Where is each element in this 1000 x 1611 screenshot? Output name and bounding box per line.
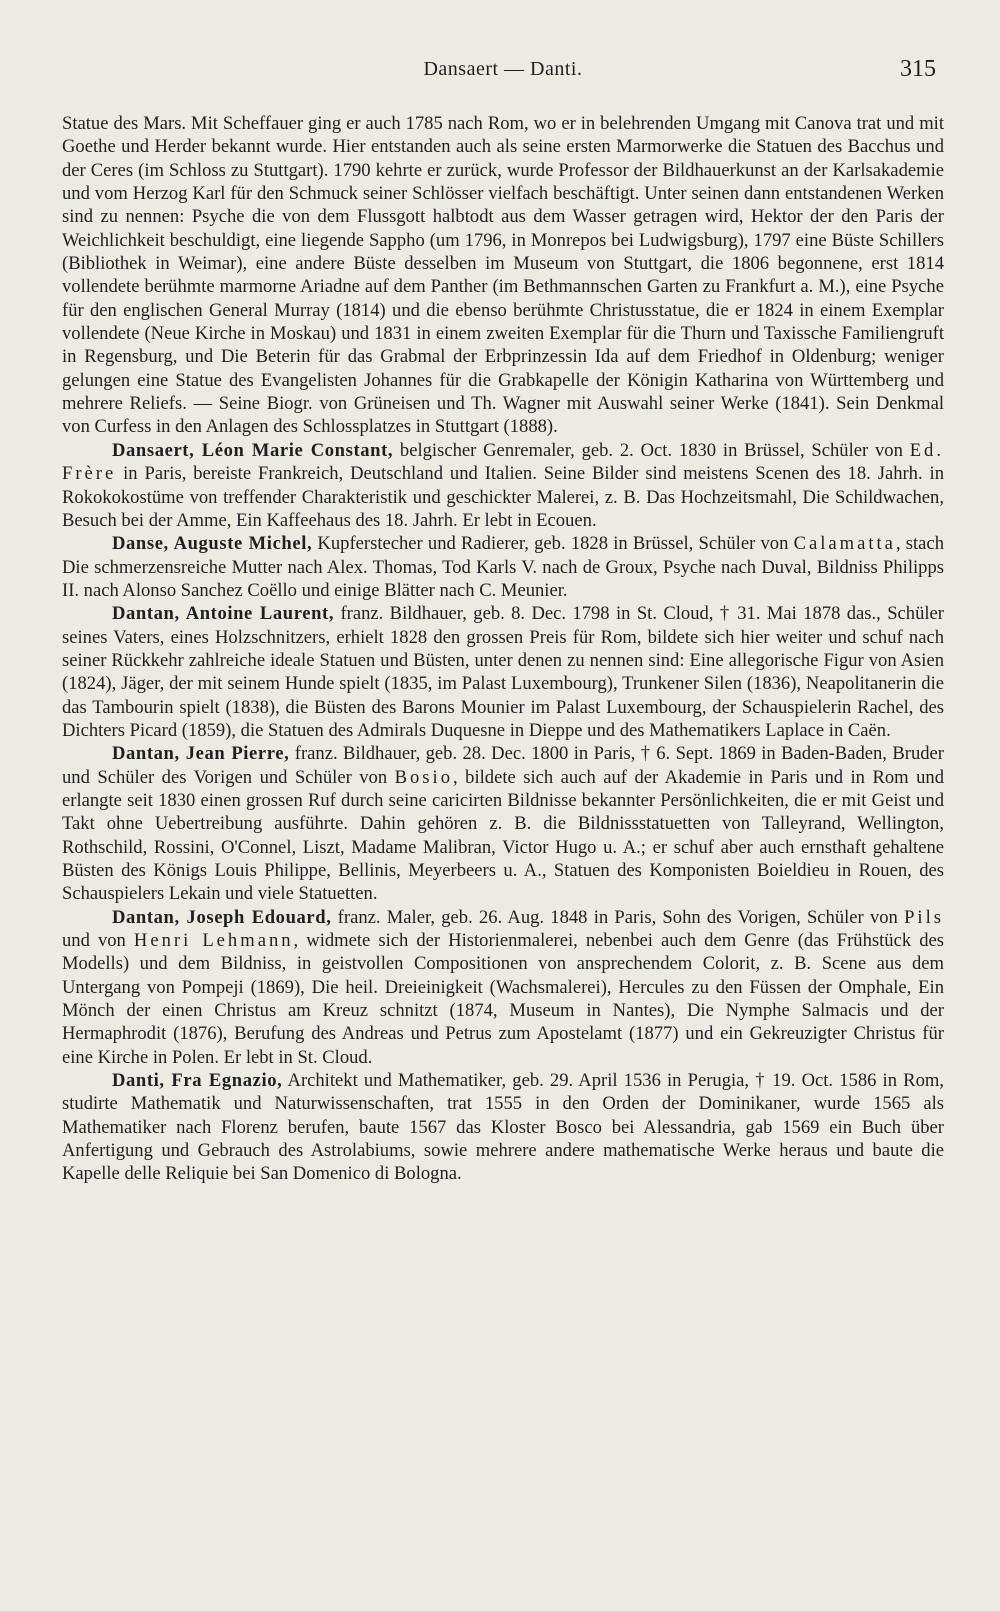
spaced-name: Pils <box>904 906 944 928</box>
entry-continuation <box>62 112 944 439</box>
entry-text: , widmete sich der Historienmalerei, nebenbei auch dem Genre (das Frühstück des Modells) und dem Bildniss, in geistvollen Compositionen von ansprechendem Colorit, z. B. Scene aus dem Untergang von Pompeji (1869), Die heil. Dreieinigkeit (Wachsmalerei), Hercules zu den Füssen der Omphale, Ein Mönch der einen Christus am Kreuz schnitzt (1874, Museum in Nantes), Die Nymphe Salmacis und der Hermaphrodit (1876), Berufung des Andreas und Petrus zum Apostelamt (1877) und ein Gekreuzigter Christus für eine Kirche in Polen. Er lebt in St. Cloud. <box>62 930 945 1068</box>
body-text <box>62 112 944 1186</box>
page-header <box>62 58 944 92</box>
entry-text: und von <box>62 930 134 952</box>
entry-text: belgischer Genremaler, geb. 2. Oct. 1830 in Brüssel, Schüler von <box>393 439 910 461</box>
entry-text: Kupferstecher und Radierer, geb. 1828 in Brüssel, Schüler von <box>312 533 794 555</box>
entry-text: in Paris, bereiste Frankreich, Deutschland und Italien. Seine Bilder sind meistens Scenen des 18. Jahrh. in Rokokokostüme von treffender Charakteristik und geschickter Malerei, z. B. Das Hochzeitsmahl, Die Schildwachen, Besuch bei der Amme, Ein Kaffeehaus des 18. Jahrh. Er lebt in Ecouen. <box>62 463 944 531</box>
entry-text: Statue des Mars. Mit Scheffauer ging er auch 1785 nach Rom, wo er in belehrenden Umgang mit Canova trat und mit Goethe und Herder bekannt wurde. Hier entstanden auch als seine ersten Marmorwerke die Statuen des Bacchus und der Ceres (im Schloss zu Stuttgart). 1790 kehrte er zurück, wurde Professor der Bildhauerkunst an der Karlsakademie und vom Herzog Karl für den Schmuck seiner Schlösser vielfach beschäftigt. Unter seinen dann entstandenen Werken sind zu nennen: Psyche die von dem Flussgott halbtodt aus dem Wasser getragen wird, Hektor der den Paris der Weichlichkeit beschuldigt, eine liegende Sappho (um 1796, in Monrepos bei Ludwigsburg), 1797 eine Büste Schillers (Bibliothek in Weimar), eine andere Büste desselben im Museum von Stuttgart, die 1806 begonnene, erst 1814 vollendete berühmte marmorne Ariadne auf dem Panther (im Bethmannschen Garten zu Frankfurt a. M.), eine Psyche für den englischen General Murray (1814) und die ebenso berühmte Christusstatue, die er 1824 in einem Exemplar vollendete (Neue Kirche in Moskau) und 1831 in einem zweiten Exemplar für die Thurn und Taxissche Familiengruft in Regensburg, und Die Beterin für das Grabmal der Erbprinzessin Ida auf dem Friedhof in Oldenburg; weniger gelungen eine Statue des Evangelisten Johannes für die Grabkapelle der Königin Katharina von Württemberg und mehrere Reliefs. — Seine Biogr. von Grüneisen und Th. Wagner mit Auswahl seiner Werke (1841). Sein Denkmal von Curfess in den Anlagen des Schlossplatzes in Stuttgart (1888). <box>62 113 944 438</box>
entry-text: , stach Die schmerzensreiche Mutter nach Alex. Thomas, Tod Karls V. nach de Groux, Psyche nach Duval, Bildniss Philipps II. nach Alonso Sanchez Coëllo und einige Blätter nach C. Meunier. <box>62 533 944 601</box>
page-number: 315 <box>900 56 936 82</box>
entry-headword: Danti, Fra Egnazio, <box>112 1070 283 1092</box>
entry-headword: Dansaert, Léon Marie Constant, <box>112 439 394 461</box>
entry-text: franz. Bildhauer, geb. 28. Dec. 1800 in Paris, † 6. Sept. 1869 in Baden-Baden, Bruder und Schüler des Vorigen und Schüler von <box>62 743 944 788</box>
entry-headword: Dantan, Jean Pierre, <box>112 743 290 765</box>
entry-headword: Dantan, Joseph Edouard, <box>112 906 332 928</box>
dictionary-entry <box>62 532 944 602</box>
dictionary-entry <box>62 906 944 1069</box>
spaced-name: Henri Lehmann <box>133 930 294 952</box>
entry-headword: Danse, Auguste Michel, <box>112 533 313 555</box>
dictionary-entry <box>62 602 944 742</box>
entry-text: franz. Bildhauer, geb. 8. Dec. 1798 in St. Cloud, † 31. Mai 1878 das., Schüler seines Vaters, eines Holzschnitzers, erhielt 1828 den grossen Preis für Rom, bildete sich hier weiter und schuf nach seiner Rückkehr zahlreiche ideale Statuen und Büsten, unter denen zu nennen sind: Eine allegorische Figur von Asien (1824), Jäger, der mit seinem Hunde spielt (1835, im Palast Luxembourg), Trunkener Silen (1836), Neapolitanerin die das Tambourin spielt (1838), die Büsten des Barons Mounier im Palast Luxembourg, der Schauspielerin Rachel, des Dichters Picard (1859), die Statuen des Admirals Duquesne in Dieppe und des Mathematikers Laplace in Caën. <box>62 603 944 741</box>
dictionary-entry <box>62 439 944 532</box>
spaced-name: Bosio <box>394 766 454 788</box>
entry-headword: Dantan, Antoine Laurent, <box>112 603 335 625</box>
entry-text: , bildete sich auch auf der Akademie in Paris und in Rom und erlangte seit 1830 einen grossen Ruf durch seine caricirten Bildnisse bekannter Persönlichkeiten, die er mit Geist und Takt ohne Uebertreibung ausführte. Dahin gehören z. B. die Bildnissstatuetten von Talleyrand, Wellington, Rothschild, Rossini, O'Connel, Liszt, Madame Malibran, Victor Hugo u. A.; er schuf aber auch ernsthaft gehaltene Büsten des Königs Louis Philippe, Bellinis, Meyerbeers u. A., Statuen des Komponisten Boieldieu in Rouen, des Schauspielers Lekain und viele Statuetten. <box>62 766 944 905</box>
entry-text: Architekt und Mathematiker, geb. 29. April 1536 in Perugia, † 19. Oct. 1586 in Rom, studirte Mathematik und Naturwissenschaften, trat 1555 in den Orden der Dominikaner, wurde 1565 als Mathematiker nach Florenz berufen, baute 1567 das Kloster Bosco bei Alessandria, gab 1569 ein Buch über Anfertigung und Gebrauch des Astrolabiums, sowie mehrere andere mathematische Werke heraus und baute die Kapelle delle Reliquie bei San Domenico di Bologna. <box>62 1070 944 1185</box>
spaced-name: Calamatta <box>793 533 896 555</box>
entry-text: franz. Maler, geb. 26. Aug. 1848 in Paris, Sohn des Vorigen, Schüler von <box>331 906 905 928</box>
dictionary-entry <box>62 1069 944 1186</box>
running-head: Dansaert — Danti. <box>423 58 583 80</box>
dictionary-entry <box>62 742 944 905</box>
spaced-name: Ed. Frère <box>62 439 944 485</box>
